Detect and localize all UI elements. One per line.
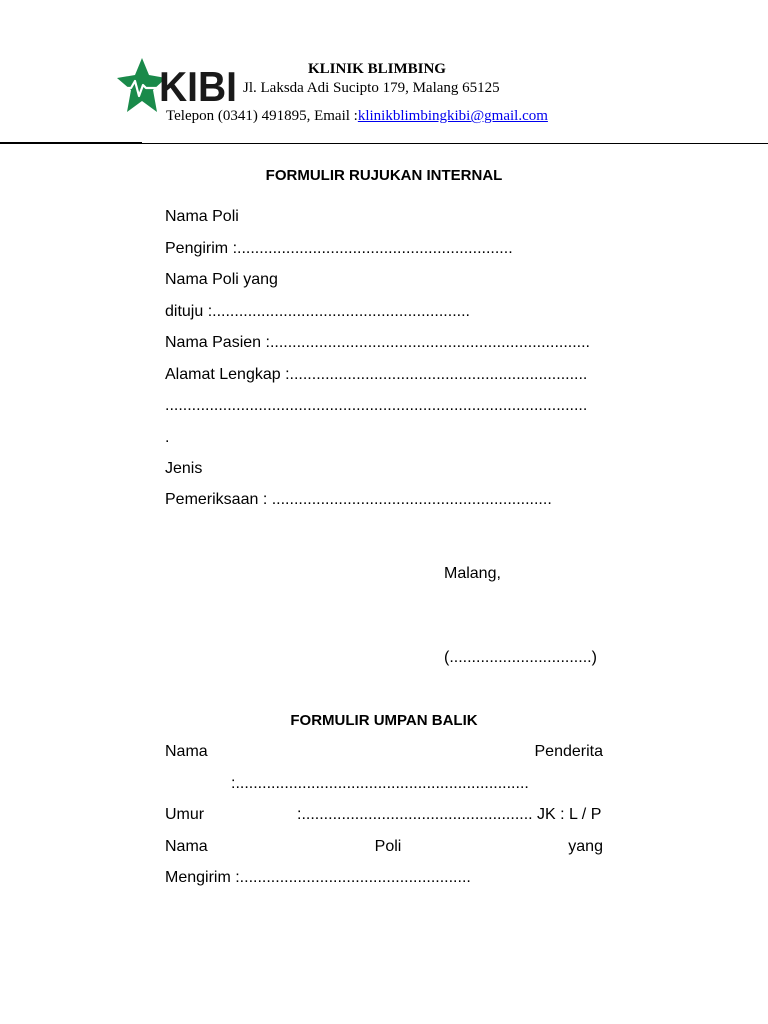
clinic-contact	[166, 108, 548, 125]
field-nama-penderita-line: :..................................................................	[231, 775, 529, 792]
label-penderita: Penderita	[534, 743, 603, 760]
email-link[interactable]: klinikblimbingkibi@gmail.com	[357, 108, 548, 124]
field-nama-poli-pengirim-label: Nama Poli	[165, 208, 239, 225]
field-alamat-continuation: ...............................................................................................	[165, 397, 588, 414]
signature-place: Malang,	[444, 565, 501, 582]
clinic-address: Jl. Laksda Adi Sucipto 179, Malang 65125	[243, 80, 500, 96]
field-nama-pasien-line: Nama Pasien :........................................................................	[165, 334, 590, 351]
field-umur-jk-line: :.................................................... JK : L / P	[297, 806, 602, 823]
label-yang: yang	[568, 838, 603, 855]
form-rujukan-title: FORMULIR RUJUKAN INTERNAL	[265, 167, 503, 184]
field-pemeriksaan-line: Pemeriksaan : ...............................................................	[165, 491, 552, 508]
form-umpan-balik-title: FORMULIR UMPAN BALIK	[290, 712, 478, 729]
label-nama-2: Nama	[165, 838, 208, 855]
field-nama-poli-row	[165, 838, 603, 856]
field-nama-poli-tujuan-label: Nama Poli yang	[165, 271, 278, 288]
label-nama: Nama	[165, 743, 208, 760]
field-alamat-line: Alamat Lengkap :...................................................................	[165, 366, 588, 383]
logo-text: KIBI	[159, 63, 237, 110]
label-poli: Poli	[374, 838, 402, 855]
field-mengirim-line: Mengirim :....................................................	[165, 869, 471, 886]
field-dituju-line: dituju :..........................................................	[165, 303, 470, 320]
clinic-name: KLINIK BLIMBING	[308, 61, 446, 77]
field-pengirim-line: Pengirim :..............................................................	[165, 240, 513, 257]
label-umur: Umur	[165, 806, 205, 823]
field-alamat-end: .	[165, 429, 170, 446]
field-jenis-label: Jenis	[165, 460, 203, 477]
header-divider	[0, 143, 768, 144]
contact-prefix: Telepon (0341) 491895, Email :	[166, 108, 358, 124]
signature-line: (................................)	[444, 649, 597, 666]
field-nama-penderita-row	[165, 743, 603, 761]
